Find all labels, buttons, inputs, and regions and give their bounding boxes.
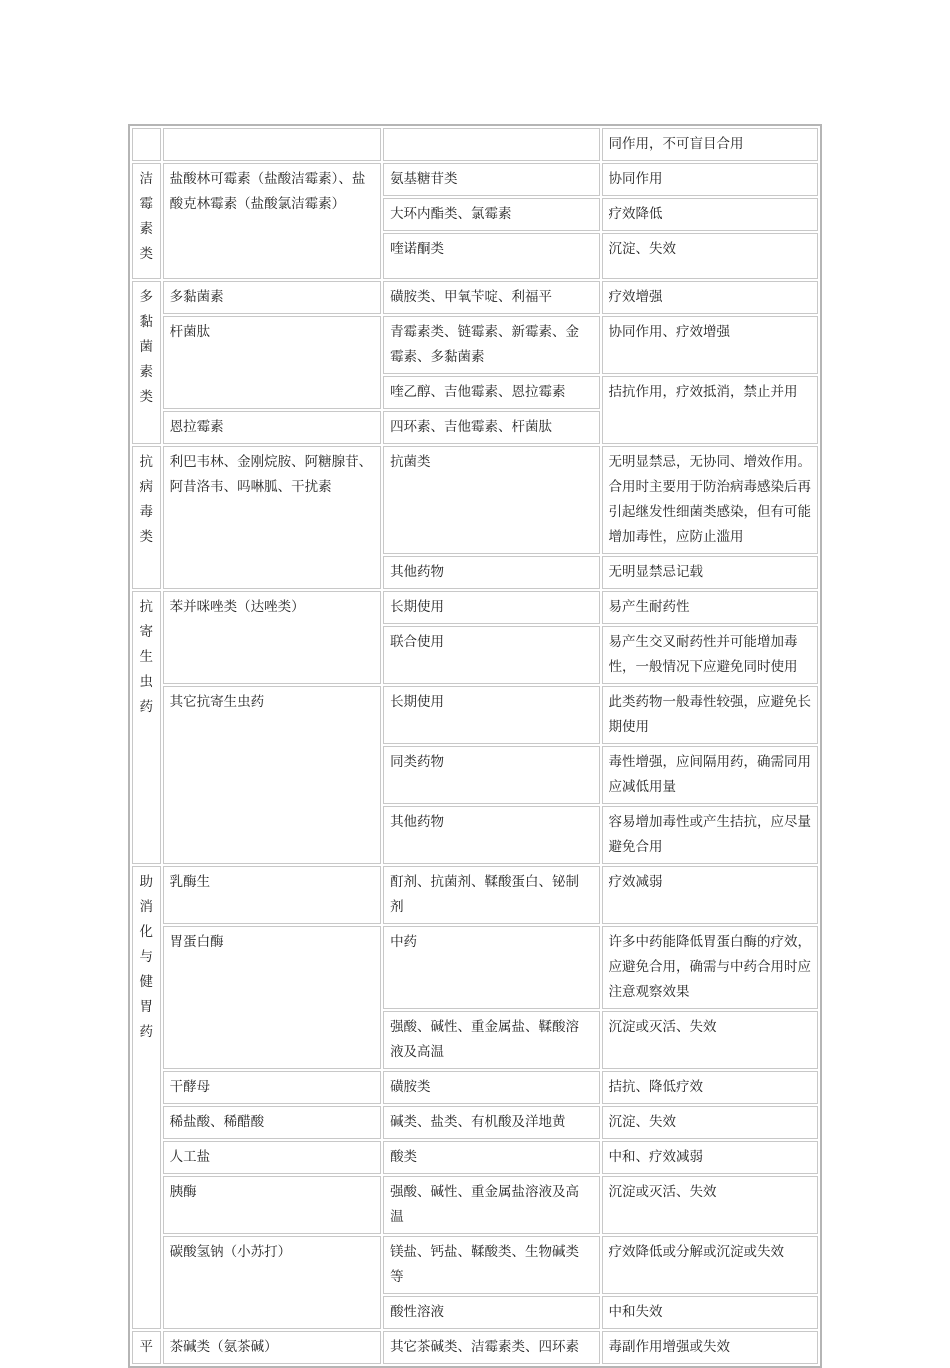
category-cell bbox=[132, 128, 161, 161]
interact-cell: 抗菌类 bbox=[383, 446, 599, 554]
interact-cell: 同类药物 bbox=[383, 746, 599, 804]
interact-cell: 强酸、碱性、重金属盐溶液及高温 bbox=[383, 1176, 599, 1234]
table-row bbox=[132, 1141, 818, 1174]
category-cell: 平 bbox=[132, 1331, 161, 1364]
table-row bbox=[132, 281, 818, 314]
interact-cell: 碱类、盐类、有机酸及洋地黄 bbox=[383, 1106, 599, 1139]
drug-cell: 人工盐 bbox=[163, 1141, 381, 1174]
effect-cell: 疗效减弱 bbox=[602, 866, 818, 924]
effect-cell: 拮抗、降低疗效 bbox=[602, 1071, 818, 1104]
interact-cell: 酸性溶液 bbox=[383, 1296, 599, 1329]
interact-cell: 磺胺类 bbox=[383, 1071, 599, 1104]
effect-cell: 疗效降低 bbox=[602, 198, 818, 231]
drug-cell: 多黏菌素 bbox=[163, 281, 381, 314]
table-row bbox=[132, 686, 818, 744]
interact-cell: 青霉素类、链霉素、新霉素、金霉素、多黏菌素 bbox=[383, 316, 599, 374]
effect-cell: 同作用，不可盲目合用 bbox=[602, 128, 818, 161]
interact-cell: 酊剂、抗菌剂、鞣酸蛋白、铋制剂 bbox=[383, 866, 599, 924]
interact-cell: 镁盐、钙盐、鞣酸类、生物碱类等 bbox=[383, 1236, 599, 1294]
table-row bbox=[132, 866, 818, 924]
effect-cell: 疗效增强 bbox=[602, 281, 818, 314]
interact-cell: 喹乙醇、吉他霉素、恩拉霉素 bbox=[383, 376, 599, 409]
interact-cell: 大环内酯类、氯霉素 bbox=[383, 198, 599, 231]
table-row bbox=[132, 446, 818, 554]
drug-cell: 胃蛋白酶 bbox=[163, 926, 381, 1069]
table-row bbox=[132, 128, 818, 161]
effect-cell: 无明显禁忌记载 bbox=[602, 556, 818, 589]
table-row bbox=[132, 591, 818, 624]
effect-cell: 沉淀、失效 bbox=[602, 233, 818, 279]
drug-cell: 茶碱类（氨茶碱） bbox=[163, 1331, 381, 1364]
table-row bbox=[132, 1176, 818, 1234]
table-row bbox=[132, 316, 818, 374]
interact-cell: 磺胺类、甲氧苄啶、利福平 bbox=[383, 281, 599, 314]
table-row bbox=[132, 926, 818, 1009]
effect-cell: 容易增加毒性或产生拮抗，应尽量避免合用 bbox=[602, 806, 818, 864]
drug-cell: 乳酶生 bbox=[163, 866, 381, 924]
table-row bbox=[132, 1331, 818, 1364]
effect-cell: 无明显禁忌，无协同、增效作用。合用时主要用于防治病毒感染后再引起继发性细菌类感染，但有可能增加毒性，应防止滥用 bbox=[602, 446, 818, 554]
drug-interaction-table bbox=[128, 124, 822, 1368]
effect-cell: 中和、疗效减弱 bbox=[602, 1141, 818, 1174]
effect-cell: 毒副作用增强或失效 bbox=[602, 1331, 818, 1364]
drug-cell: 稀盐酸、稀醋酸 bbox=[163, 1106, 381, 1139]
drug-cell: 干酵母 bbox=[163, 1071, 381, 1104]
drug-cell: 其它抗寄生虫药 bbox=[163, 686, 381, 864]
table-row bbox=[132, 163, 818, 196]
effect-cell: 此类药物一般毒性较强，应避免长期使用 bbox=[602, 686, 818, 744]
effect-cell: 毒性增强，应间隔用药，确需同用应减低用量 bbox=[602, 746, 818, 804]
effect-cell: 拮抗作用，疗效抵消，禁止并用 bbox=[602, 376, 818, 444]
drug-cell bbox=[163, 128, 381, 161]
effect-cell: 易产生耐药性 bbox=[602, 591, 818, 624]
table-row bbox=[132, 1236, 818, 1294]
drug-cell: 恩拉霉素 bbox=[163, 411, 381, 444]
interact-cell: 长期使用 bbox=[383, 591, 599, 624]
drug-cell: 利巴韦林、金刚烷胺、阿糖腺苷、阿昔洛韦、吗啉胍、干扰素 bbox=[163, 446, 381, 589]
effect-cell: 沉淀、失效 bbox=[602, 1106, 818, 1139]
effect-cell: 沉淀或灭活、失效 bbox=[602, 1011, 818, 1069]
effect-cell: 协同作用、疗效增强 bbox=[602, 316, 818, 374]
category-cell: 助消化与健胃药 bbox=[132, 866, 161, 1329]
interact-cell: 长期使用 bbox=[383, 686, 599, 744]
interact-cell: 喹诺酮类 bbox=[383, 233, 599, 279]
effect-cell: 中和失效 bbox=[602, 1296, 818, 1329]
effect-cell: 疗效降低或分解或沉淀或失效 bbox=[602, 1236, 818, 1294]
interact-cell: 氨基糖苷类 bbox=[383, 163, 599, 196]
drug-cell: 碳酸氢钠（小苏打） bbox=[163, 1236, 381, 1329]
category-cell: 抗病毒类 bbox=[132, 446, 161, 589]
effect-cell: 易产生交叉耐药性并可能增加毒性，一般情况下应避免同时使用 bbox=[602, 626, 818, 684]
table-row bbox=[132, 1071, 818, 1104]
interact-cell: 中药 bbox=[383, 926, 599, 1009]
drug-cell: 胰酶 bbox=[163, 1176, 381, 1234]
category-cell: 抗寄生虫药 bbox=[132, 591, 161, 864]
interact-cell bbox=[383, 128, 599, 161]
effect-cell: 协同作用 bbox=[602, 163, 818, 196]
interact-cell: 酸类 bbox=[383, 1141, 599, 1174]
drug-cell: 盐酸林可霉素（盐酸洁霉素）、盐酸克林霉素（盐酸氯洁霉素） bbox=[163, 163, 381, 279]
category-cell: 洁霉素类 bbox=[132, 163, 161, 279]
category-cell: 多黏菌素类 bbox=[132, 281, 161, 444]
interact-cell: 其它茶碱类、洁霉素类、四环素 bbox=[383, 1331, 599, 1364]
interact-cell: 联合使用 bbox=[383, 626, 599, 684]
table-row bbox=[132, 1106, 818, 1139]
interact-cell: 其他药物 bbox=[383, 556, 599, 589]
interact-cell: 其他药物 bbox=[383, 806, 599, 864]
drug-cell: 杆菌肽 bbox=[163, 316, 381, 409]
effect-cell: 许多中药能降低胃蛋白酶的疗效，应避免合用，确需与中药合用时应注意观察效果 bbox=[602, 926, 818, 1009]
effect-cell: 沉淀或灭活、失效 bbox=[602, 1176, 818, 1234]
drug-cell: 苯并咪唑类（达唑类） bbox=[163, 591, 381, 684]
interact-cell: 四环素、吉他霉素、杆菌肽 bbox=[383, 411, 599, 444]
interact-cell: 强酸、碱性、重金属盐、鞣酸溶液及高温 bbox=[383, 1011, 599, 1069]
